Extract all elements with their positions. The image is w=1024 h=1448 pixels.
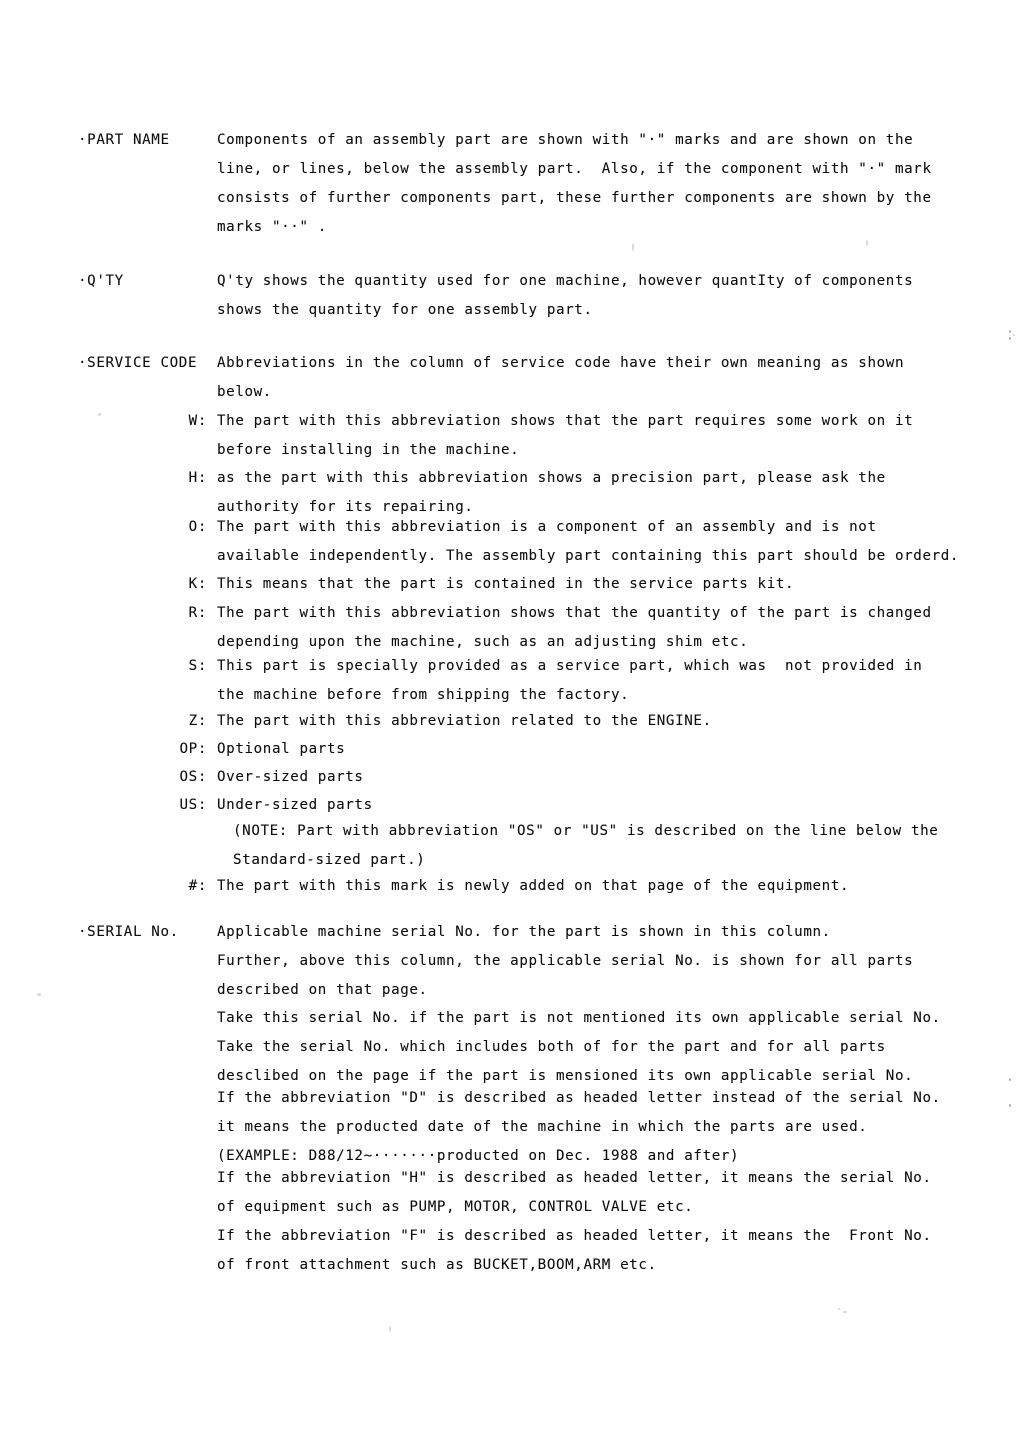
qty-line-1: Q'ty shows the quantity used for one machine, however quantIty of components — [217, 273, 914, 289]
scan-speck — [866, 240, 868, 246]
serial-no-line-13: of front attachment such as BUCKET,BOOM,ARM etc. — [217, 1257, 657, 1273]
scan-speck — [1009, 330, 1011, 333]
scan-speck — [1009, 1078, 1011, 1081]
code-r-line-1: The part with this abbreviation shows that the quantity of the part is changed — [217, 605, 932, 621]
qty-label: ·Q'TY — [78, 273, 124, 289]
scan-speck — [632, 243, 634, 251]
code-z-line-1: The part with this abbreviation related to the ENGINE. — [217, 713, 712, 729]
scan-speck — [98, 413, 101, 416]
code-h-line-1: as the part with this abbreviation shows a precision part, please ask the — [217, 470, 886, 486]
part-name-line-2: line, or lines, below the assembly part. Also, if the component with "·" mark — [217, 161, 932, 177]
code-h-line-2: authority for its repairing. — [217, 499, 474, 515]
part-name-label: ·PART NAME — [78, 132, 170, 148]
code-s-label: S: — [188, 658, 207, 674]
scan-speck — [1013, 334, 1015, 336]
code-os-label: OS: — [179, 769, 207, 785]
code-hash-line-1: The part with this mark is newly added on that page of the equipment. — [217, 878, 850, 894]
service-code-line-2: below. — [217, 384, 272, 400]
qty-line-2: shows the quantity for one assembly part. — [217, 302, 593, 318]
serial-no-line-2: Further, above this column, the applicable serial No. is shown for all parts — [217, 953, 914, 969]
code-w-label: W: — [188, 413, 207, 429]
code-hash-label: #: — [188, 878, 207, 894]
code-z-label: Z: — [188, 713, 207, 729]
code-os-line-1: Over-sized parts — [217, 769, 364, 785]
code-r-line-2: depending upon the machine, such as an adjusting shim etc. — [217, 634, 749, 650]
serial-no-label: ·SERIAL No. — [78, 924, 179, 940]
serial-no-line-7: If the abbreviation "D" is described as headed letter instead of the serial No. — [217, 1090, 941, 1106]
code-op-line-1: Optional parts — [217, 741, 346, 757]
serial-no-line-11: of equipment such as PUMP, MOTOR, CONTROL VALVE etc. — [217, 1199, 694, 1215]
serial-no-line-6: desclibed on the page if the part is mensioned its own applicable serial No. — [217, 1068, 914, 1084]
serial-no-line-4: Take this serial No. if the part is not mentioned its own applicable serial No. — [217, 1010, 941, 1026]
scan-speck — [1009, 1104, 1011, 1107]
code-op-label: OP: — [179, 741, 207, 757]
code-us-label: US: — [179, 797, 207, 813]
code-r-label: R: — [188, 605, 207, 621]
code-k-label: K: — [188, 576, 207, 592]
serial-no-line-8: it means the producted date of the machine in which the parts are used. — [217, 1119, 868, 1135]
code-o-line-1: The part with this abbreviation is a component of an assembly and is not — [217, 519, 877, 535]
scan-speck — [37, 993, 41, 996]
code-us-line-1: Under-sized parts — [217, 797, 373, 813]
service-code-label: ·SERVICE CODE — [78, 355, 198, 371]
code-o-line-2: available independently. The assembly part containing this part should be orderd. — [217, 548, 960, 564]
code-s-line-2: the machine before from shipping the factory. — [217, 687, 630, 703]
scan-speck — [1009, 337, 1011, 340]
serial-no-line-10: If the abbreviation "H" is described as headed letter, it means the serial No. — [217, 1170, 932, 1186]
note-line-2: Standard-sized part.) — [233, 852, 426, 868]
service-code-line-1: Abbreviations in the column of service code have their own meaning as shown — [217, 355, 905, 371]
scan-speck — [389, 1326, 391, 1332]
code-o-label: O: — [188, 519, 207, 535]
serial-no-line-9: (EXAMPLE: D88/12~·······producted on Dec. 1988 and after) — [217, 1148, 740, 1164]
code-h-label: H: — [188, 470, 207, 486]
scan-speck — [843, 1311, 847, 1313]
code-w-line-1: The part with this abbreviation shows that the part requires some work on it — [217, 413, 914, 429]
serial-no-line-5: Take the serial No. which includes both of for the part and for all parts — [217, 1039, 886, 1055]
code-k-line-1: This means that the part is contained in the service parts kit. — [217, 576, 795, 592]
serial-no-line-1: Applicable machine serial No. for the part is shown in this column. — [217, 924, 831, 940]
serial-no-line-3: described on that page. — [217, 982, 428, 998]
part-name-line-1: Components of an assembly part are shown with "·" marks and are shown on the — [217, 132, 914, 148]
part-name-line-4: marks "··" . — [217, 219, 327, 235]
serial-no-line-12: If the abbreviation "F" is described as headed letter, it means the Front No. — [217, 1228, 932, 1244]
scan-speck — [838, 1308, 840, 1310]
code-w-line-2: before installing in the machine. — [217, 442, 520, 458]
part-name-line-3: consists of further components part, these further components are shown by the — [217, 190, 932, 206]
code-s-line-1: This part is specially provided as a service part, which was not provided in — [217, 658, 923, 674]
note-line-1: (NOTE: Part with abbreviation "OS" or "US" is described on the line below the — [233, 823, 939, 839]
